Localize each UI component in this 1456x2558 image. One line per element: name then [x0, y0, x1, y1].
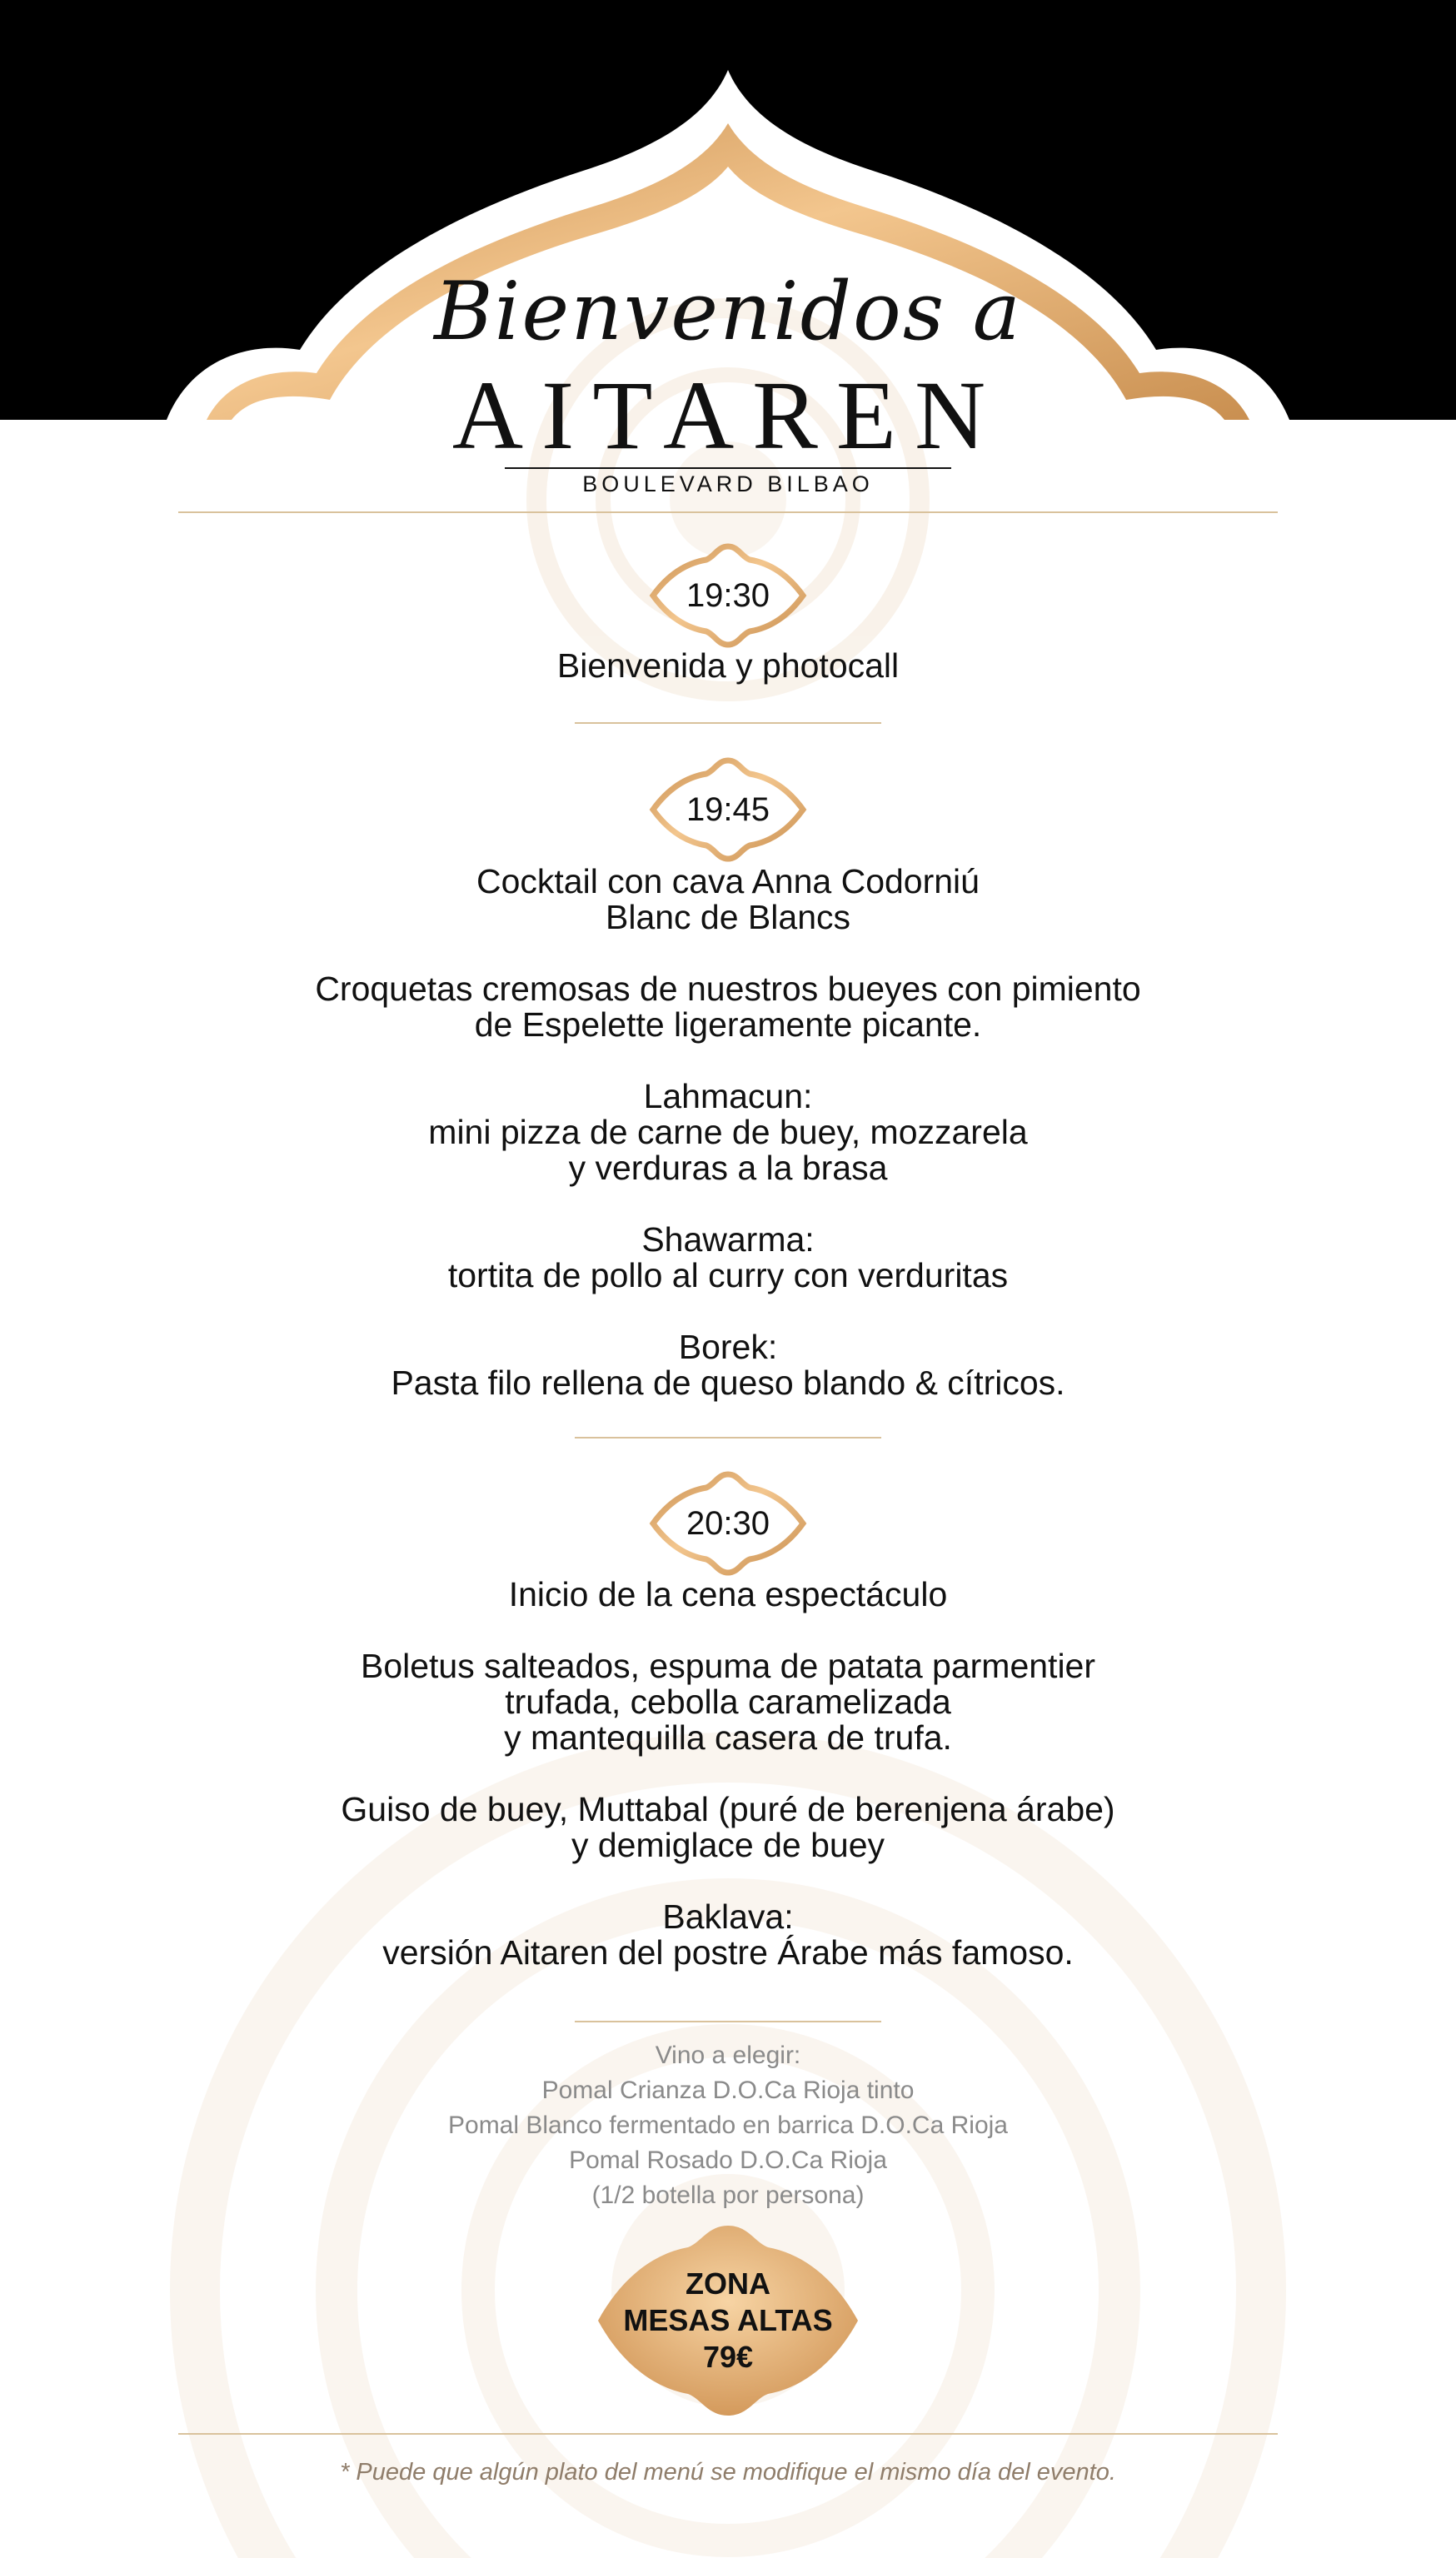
menu-line: y verduras a la brasa — [568, 1149, 888, 1187]
menu-line: y demiglace de buey — [571, 1826, 885, 1864]
menu-line: Cocktail con cava Anna Codorniú — [476, 862, 980, 900]
wine-option: Pomal Crianza D.O.Ca Rioja tinto — [541, 2077, 915, 2104]
brand-title: AITAREN — [451, 361, 1005, 470]
menu-line: versión Aitaren del postre Árabe más famoso. — [382, 1933, 1074, 1972]
menu-line: Baklava: — [662, 1897, 794, 1936]
time-label: 19:30 — [686, 576, 770, 614]
menu-line: Blanc de Blancs — [605, 898, 850, 936]
wine-title: Vino a elegir: — [655, 2042, 801, 2069]
menu-line: y mantequilla casera de trufa. — [504, 1718, 952, 1757]
menu-line: Lahmacun: — [643, 1077, 813, 1115]
menu-line: de Espelette ligeramente picante. — [474, 1005, 982, 1044]
menu-line: Bienvenida y photocall — [556, 646, 900, 685]
menu-line: mini pizza de carne de buey, mozzarela — [428, 1113, 1028, 1151]
course-block — [167, 864, 1289, 1401]
wine-section — [167, 2038, 1289, 2213]
price-zone-line1: ZONA — [686, 2266, 770, 2301]
wine-option: Pomal Rosado D.O.Ca Rioja — [569, 2147, 887, 2174]
menu-line: Borek: — [678, 1328, 778, 1366]
price-zone-line2: MESAS ALTAS — [623, 2303, 833, 2337]
time-badge — [645, 1469, 811, 1578]
course-block — [167, 648, 1289, 684]
wine-note: (1/2 botella por persona) — [591, 2182, 865, 2209]
brand-location: BOULEVARD BILBAO — [582, 471, 874, 496]
menu-line: Pasta filo rellena de queso blando & cítricos. — [391, 1364, 1065, 1402]
menu-line: Inicio de la cena espectáculo — [508, 1575, 948, 1613]
time-badge — [645, 541, 811, 650]
brand-underline — [505, 466, 951, 470]
welcome-script: Bienvenidos a — [434, 265, 1022, 358]
wine-option: Pomal Blanco fermentado en barrica D.O.Ca Rioja — [448, 2112, 1008, 2139]
course-block — [167, 1577, 1289, 1971]
menu-line: Shawarma: — [641, 1220, 815, 1259]
menu-line: Croquetas cremosas de nuestros bueyes con pimiento — [315, 970, 1141, 1008]
menu-line: tortita de pollo al curry con verduritas — [447, 1256, 1009, 1294]
price-badge — [595, 2222, 861, 2419]
menu-line: Boletus salteados, espuma de patata parmentier — [360, 1647, 1096, 1685]
menu-line: Guiso de buey, Muttabal (puré de berenjena árabe) — [341, 1790, 1115, 1828]
time-badge — [645, 755, 811, 864]
footnote: * Puede que algún plato del menú se modifique el mismo día del evento. — [340, 2459, 1116, 2486]
time-label: 19:45 — [686, 790, 770, 828]
menu-line: trufada, cebolla caramelizada — [505, 1683, 951, 1721]
price-value: 79€ — [702, 2340, 754, 2374]
time-label: 20:30 — [686, 1504, 770, 1542]
